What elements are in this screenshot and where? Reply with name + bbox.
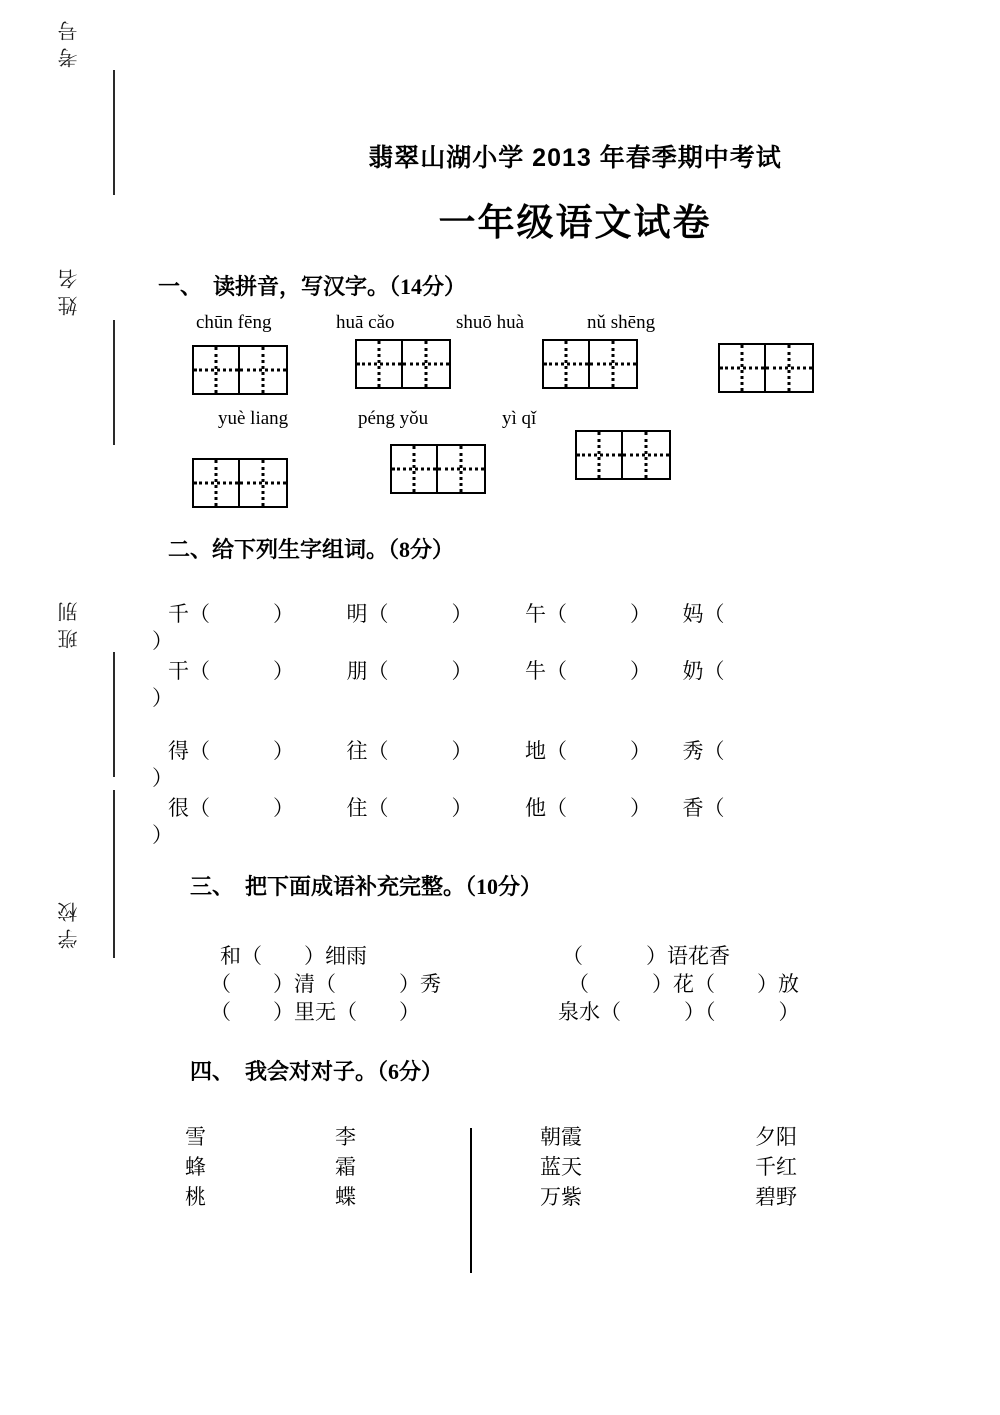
- writing-grid-cell[interactable]: [194, 460, 240, 506]
- pinyin-label-yiqi: yì qǐ: [502, 408, 537, 429]
- section-4-heading: 四、 我会对对子。（6分）: [190, 1059, 444, 1084]
- idiom-left-3: （ ）里无（ ）: [210, 1000, 420, 1024]
- duizi-item: 万紫: [540, 1185, 582, 1209]
- duizi-item: 蝶: [335, 1185, 356, 1209]
- pinyin-label-yueliang: yuè liang: [218, 408, 289, 429]
- idiom-right-3: 泉水（ ）（ ）: [558, 1000, 800, 1024]
- zuci-row-2: 干（ ） 朋（ ） 牛（ ） 奶（: [168, 659, 725, 683]
- section-1-heading: 一、 读拼音，写汉字。（14分）: [158, 274, 467, 299]
- zuci-row-3-wrap: ）: [152, 766, 173, 790]
- writing-grid-cell[interactable]: [240, 460, 286, 506]
- pinyin-label-pengyou: péng yǒu: [358, 408, 429, 429]
- idiom-right-1: （ ）语花香: [562, 944, 730, 968]
- writing-grid-cell[interactable]: [590, 341, 636, 387]
- duizi-item: 李: [335, 1125, 356, 1149]
- duizi-left-column-b: [335, 1122, 356, 1212]
- writing-grid-cell[interactable]: [720, 345, 766, 391]
- duizi-item: 雪: [185, 1125, 206, 1149]
- writing-grid-cell[interactable]: [623, 432, 669, 478]
- duizi-left-column-a: [185, 1122, 206, 1212]
- section-2-heading: 二、给下列生字组词。（8分）: [168, 537, 455, 562]
- duizi-item: 夕阳: [755, 1125, 797, 1149]
- duizi-item: 霜: [335, 1155, 356, 1179]
- duizi-right-column-a: [540, 1122, 582, 1212]
- pinyin-label-shuohua: shuō huà: [456, 312, 525, 333]
- idiom-left-2: （ ）清（ ）秀: [210, 972, 441, 996]
- exam-paper-body: [150, 0, 1000, 1415]
- writing-grid-box-shuohua[interactable]: [542, 339, 638, 389]
- margin-blank-line-kaohao: [113, 70, 115, 195]
- writing-grid-box-nvsheng[interactable]: [718, 343, 814, 393]
- idiom-right-2: （ ）花（ ）放: [568, 972, 799, 996]
- writing-grid-cell[interactable]: [194, 347, 240, 393]
- margin-field-label-xuexiao: 学校: [59, 895, 81, 949]
- duizi-item: 千红: [755, 1155, 797, 1179]
- writing-grid-cell[interactable]: [766, 345, 812, 391]
- pinyin-label-huacao: huā cǎo: [336, 312, 395, 333]
- page-title-paper: 一年级语文试卷: [438, 202, 712, 243]
- duizi-item: 蓝天: [540, 1155, 582, 1179]
- duizi-item: 蜂: [185, 1155, 206, 1179]
- margin-blank-line-banbie: [113, 652, 115, 777]
- writing-grid-cell[interactable]: [544, 341, 590, 387]
- writing-grid-cell[interactable]: [357, 341, 403, 387]
- margin-blank-line-extra: [113, 790, 115, 958]
- writing-grid-box-chunfeng[interactable]: [192, 345, 288, 395]
- pinyin-label-nvsheng: nǔ shēng: [587, 312, 656, 333]
- duizi-item: 桃: [185, 1185, 206, 1209]
- writing-grid-cell[interactable]: [438, 446, 484, 492]
- pinyin-label-chunfeng: chūn fēng: [196, 312, 272, 333]
- duizi-item: 碧野: [755, 1185, 797, 1209]
- writing-grid-cell[interactable]: [392, 446, 438, 492]
- margin-field-label-xingming: 姓名: [59, 262, 81, 316]
- writing-grid-cell[interactable]: [577, 432, 623, 478]
- writing-grid-box-yueliang[interactable]: [192, 458, 288, 508]
- margin-blank-line-xingming: [113, 320, 115, 445]
- zuci-row-1-wrap: ）: [152, 629, 173, 653]
- zuci-row-2-wrap: ）: [152, 686, 173, 710]
- margin-field-label-banbie: 班别: [59, 595, 81, 649]
- writing-grid-cell[interactable]: [240, 347, 286, 393]
- zuci-row-4-wrap: ）: [152, 823, 173, 847]
- exam-margin-seal-column: [0, 0, 150, 1415]
- writing-grid-box-pengyou[interactable]: [390, 444, 486, 494]
- idiom-left-1: 和（ ）细雨: [220, 944, 367, 968]
- duizi-item: 朝霞: [540, 1125, 582, 1149]
- zuci-row-3: 得（ ） 往（ ） 地（ ） 秀（: [168, 739, 725, 763]
- zuci-row-1: 千（ ） 明（ ） 午（ ） 妈（: [168, 602, 725, 626]
- writing-grid-box-huacao[interactable]: [355, 339, 451, 389]
- writing-grid-cell[interactable]: [403, 341, 449, 387]
- page-title-school-line: 翡翠山湖小学 2013 年春季期中考试: [368, 144, 782, 172]
- duizi-right-column-b: [755, 1122, 797, 1212]
- zuci-row-4: 很（ ） 住（ ） 他（ ） 香（: [168, 796, 725, 820]
- writing-grid-box-yiqi[interactable]: [575, 430, 671, 480]
- duizi-divider-line: [470, 1128, 472, 1273]
- margin-field-label-kaohao: 考号: [59, 14, 81, 68]
- section-3-heading: 三、 把下面成语补充完整。（10分）: [190, 874, 543, 899]
